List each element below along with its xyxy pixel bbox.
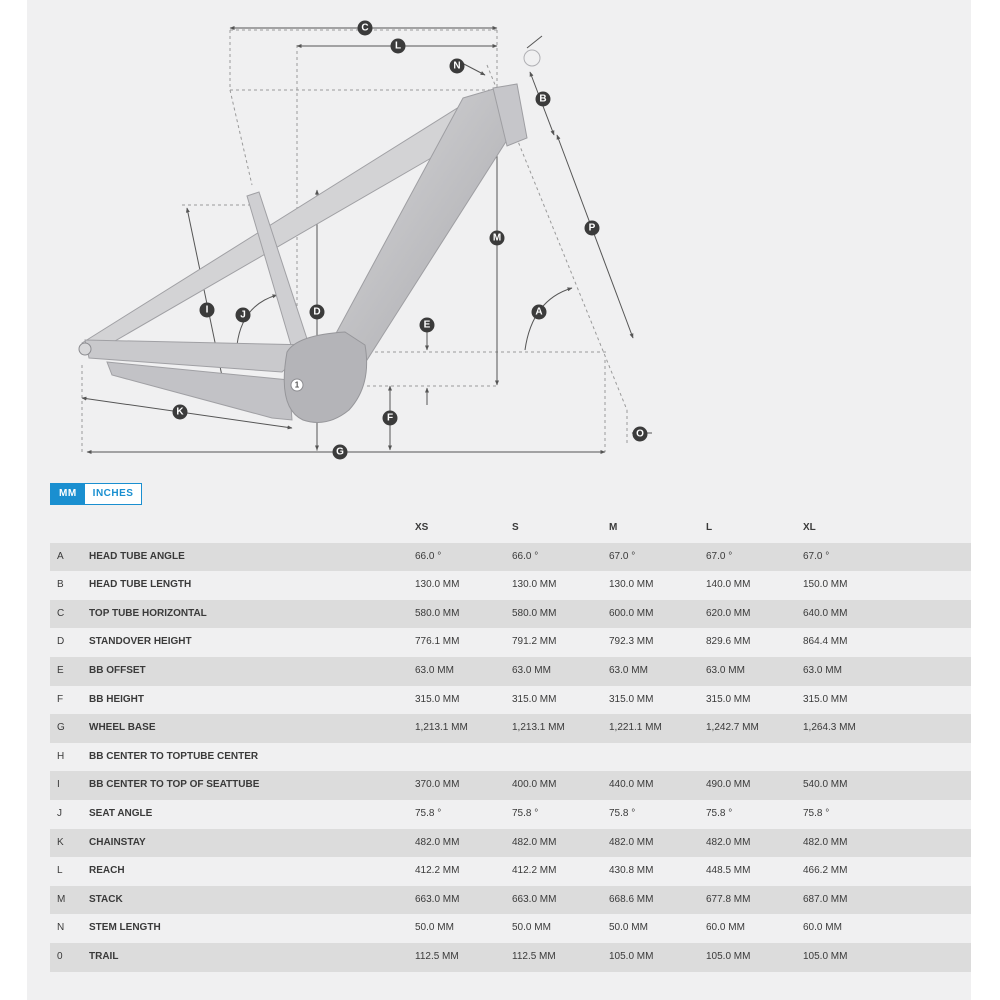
marker-a [532,305,547,320]
row-value-l: 75.8 ° [706,807,733,819]
svg-text:P: P [588,222,596,234]
row-value-xl: 315.0 MM [803,693,848,705]
row-value-xl: 540.0 MM [803,779,848,791]
table-row [50,543,971,572]
row-label: TOP TUBE HORIZONTAL [89,607,207,619]
table-header-row [50,514,971,543]
table-body [50,543,971,972]
row-value-m: 75.8 ° [609,807,636,819]
row-value-m: 315.0 MM [609,693,654,705]
marker-i [200,303,215,318]
row-value-s: 482.0 MM [512,836,557,848]
geometry-table [50,514,971,972]
svg-text:M: M [492,232,502,244]
row-letter: B [57,579,64,591]
row-value-xl: 1,264.3 MM [803,722,856,734]
marker-m [490,231,505,246]
row-value-m: 668.6 MM [609,893,654,905]
marker-c [358,21,373,36]
row-value-s: 1,213.1 MM [512,722,565,734]
table-row [50,686,971,715]
row-value-s: 75.8 ° [512,807,539,819]
row-value-xs: 63.0 MM [415,664,454,676]
row-label: WHEEL BASE [89,722,156,734]
svg-text:L: L [394,40,402,52]
row-value-xl: 482.0 MM [803,836,848,848]
row-letter: M [57,893,66,905]
row-value-xs: 412.2 MM [415,865,460,877]
svg-text:C: C [361,22,369,34]
table-row [50,771,971,800]
row-label: HEAD TUBE ANGLE [89,550,185,562]
svg-text:F: F [386,412,394,424]
row-value-xl: 687.0 MM [803,893,848,905]
marker-g [333,445,348,460]
row-value-s: 400.0 MM [512,779,557,791]
marker-j [236,308,251,323]
row-value-l: 448.5 MM [706,865,751,877]
row-letter: A [57,550,64,562]
row-value-s: 663.0 MM [512,893,557,905]
row-label: BB OFFSET [89,664,146,676]
row-value-xs: 370.0 MM [415,779,460,791]
row-label: REACH [89,865,125,877]
row-value-xs: 130.0 MM [415,579,460,591]
row-label: CHAINSTAY [89,836,146,848]
table-row [50,600,971,629]
row-value-s: 112.5 MM [512,950,556,962]
row-value-xl: 105.0 MM [803,950,848,962]
row-letter: D [57,636,65,648]
row-value-xl: 67.0 ° [803,550,830,562]
row-label: HEAD TUBE LENGTH [89,579,192,591]
table-row [50,829,971,858]
row-letter: H [57,750,65,762]
row-value-xs: 663.0 MM [415,893,460,905]
row-value-xl: 466.2 MM [803,865,848,877]
row-letter: G [57,722,65,734]
row-value-l: 315.0 MM [706,693,751,705]
row-letter: F [57,693,64,705]
row-value-xs: 315.0 MM [415,693,460,705]
row-value-m: 600.0 MM [609,607,654,619]
row-value-s: 130.0 MM [512,579,557,591]
row-letter: J [57,807,62,819]
row-value-l: 140.0 MM [706,579,751,591]
row-value-m: 1,221.1 MM [609,722,662,734]
size-header-l: L [706,522,713,533]
row-label: BB CENTER TO TOP OF SEATTUBE [89,779,260,791]
geometry-page [27,0,971,1000]
marker-o [633,427,648,442]
row-value-xs: 482.0 MM [415,836,460,848]
svg-text:J: J [240,309,246,321]
marker-n [450,59,465,74]
row-label: STANDOVER HEIGHT [89,636,192,648]
row-value-s: 412.2 MM [512,865,557,877]
row-value-xl: 864.4 MM [803,636,848,648]
table-row [50,914,971,943]
table-row [50,943,971,972]
marker-b [536,92,551,107]
row-value-l: 829.6 MM [706,636,751,648]
svg-text:B: B [539,93,547,105]
table-row [50,714,971,743]
row-label: STACK [89,893,123,905]
unit-inches-button[interactable]: INCHES [85,484,142,504]
row-value-xl: 150.0 MM [803,579,848,591]
row-value-l: 105.0 MM [706,950,751,962]
svg-text:O: O [636,428,644,440]
row-value-l: 60.0 MM [706,922,745,934]
row-value-xs: 112.5 MM [415,950,459,962]
row-value-l: 677.8 MM [706,893,751,905]
table-row [50,857,971,886]
svg-text:E: E [423,319,431,331]
row-value-xs: 580.0 MM [415,607,460,619]
marker-d [310,305,325,320]
svg-text:1: 1 [294,380,300,390]
row-label: TRAIL [89,950,119,962]
table-row [50,657,971,686]
row-value-m: 50.0 MM [609,922,648,934]
row-value-l: 1,242.7 MM [706,722,759,734]
row-value-s: 580.0 MM [512,607,557,619]
svg-text:N: N [453,60,461,72]
row-value-m: 63.0 MM [609,664,648,676]
row-label: STEM LENGTH [89,922,161,934]
row-value-xs: 1,213.1 MM [415,722,468,734]
table-row [50,886,971,915]
row-value-m: 482.0 MM [609,836,654,848]
row-letter: C [57,607,65,619]
row-value-s: 50.0 MM [512,922,551,934]
marker-f [383,411,398,426]
svg-text:G: G [336,446,344,458]
row-label: SEAT ANGLE [89,807,153,819]
row-value-m: 430.8 MM [609,865,654,877]
row-value-s: 66.0 ° [512,550,539,562]
marker-l [391,39,406,54]
row-value-s: 315.0 MM [512,693,557,705]
size-header-s: S [512,522,519,533]
row-value-xs: 75.8 ° [415,807,442,819]
table-row [50,571,971,600]
table-row [50,628,971,657]
row-value-xl: 60.0 MM [803,922,842,934]
row-value-l: 67.0 ° [706,550,733,562]
row-value-m: 440.0 MM [609,779,654,791]
size-header-xs: XS [415,522,429,533]
row-value-xl: 63.0 MM [803,664,842,676]
marker-k [173,405,188,420]
row-value-s: 63.0 MM [512,664,551,676]
bike-frame [79,50,543,422]
row-value-xl: 75.8 ° [803,807,830,819]
row-label: BB HEIGHT [89,693,144,705]
row-value-m: 105.0 MM [609,950,654,962]
row-value-m: 792.3 MM [609,636,654,648]
row-value-xs: 66.0 ° [415,550,442,562]
row-value-l: 482.0 MM [706,836,751,848]
svg-text:K: K [176,406,184,418]
svg-text:I: I [205,304,209,316]
row-letter: K [57,836,64,848]
row-letter: I [57,779,60,791]
row-value-l: 620.0 MM [706,607,751,619]
svg-text:A: A [535,306,543,318]
marker-p [585,221,600,236]
frame-geometry-diagram [27,0,971,470]
table-row [50,743,971,772]
svg-text:D: D [313,306,321,318]
row-letter: 0 [57,950,63,962]
marker-e [420,318,435,333]
size-header-xl: XL [803,522,816,533]
marker-1 [291,379,303,391]
row-value-xs: 50.0 MM [415,922,454,934]
row-value-l: 63.0 MM [706,664,745,676]
row-value-s: 791.2 MM [512,636,557,648]
unit-toggle [50,483,142,505]
row-letter: E [57,664,64,676]
row-label: BB CENTER TO TOPTUBE CENTER [89,750,259,762]
row-letter: N [57,922,65,934]
row-value-m: 130.0 MM [609,579,654,591]
unit-mm-button[interactable]: MM [51,484,85,504]
row-value-l: 490.0 MM [706,779,751,791]
table-row [50,800,971,829]
row-value-xl: 640.0 MM [803,607,848,619]
row-value-xs: 776.1 MM [415,636,460,648]
row-letter: L [57,865,63,877]
row-value-m: 67.0 ° [609,550,636,562]
size-header-m: M [609,522,618,533]
